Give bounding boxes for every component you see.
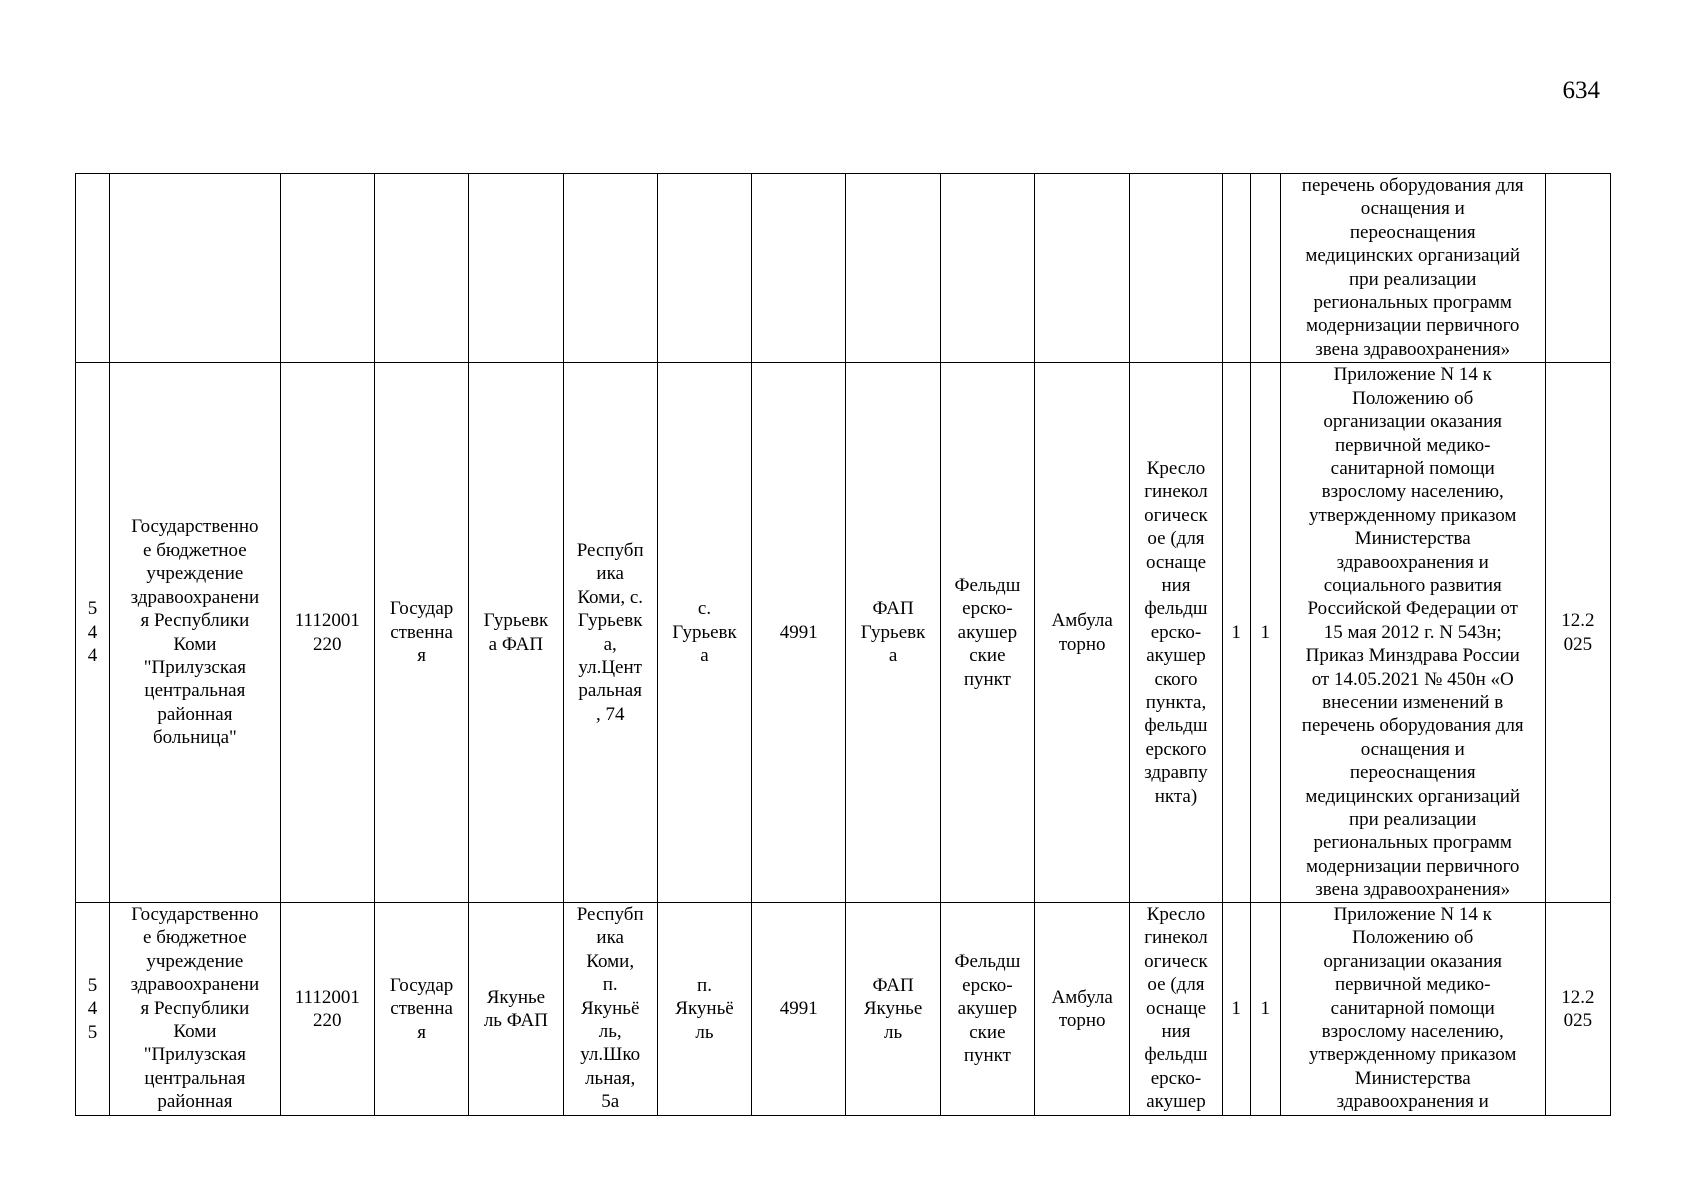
cell-qty-a: 1 (1222, 363, 1250, 903)
cell-address: Респубп ика Коми, п. Якуньё ль, ул.Шко льная, 5а (563, 903, 657, 1116)
cell-organization: Государственно е бюджетное учреждение здравоохранени я Республики Коми "Прилузская центральная районная (110, 903, 281, 1116)
cell-subdivision (469, 174, 563, 363)
cell-organization: Государственно е бюджетное учреждение здравоохранени я Республики Коми "Прилузская центральная районная больница" (110, 363, 281, 903)
cell-settlement: п. Якуньё ль (657, 903, 751, 1116)
cell-qty-a (1222, 174, 1250, 363)
cell-code: 4991 (752, 903, 846, 1116)
cell-inn (280, 174, 374, 363)
table-row (76, 363, 1611, 903)
cell-qty-b (1250, 174, 1280, 363)
cell-qty-a: 1 (1222, 903, 1250, 1116)
table-row (76, 903, 1611, 1116)
cell-unit-name: ФАП Якунье ль (846, 903, 940, 1116)
cell-code (752, 174, 846, 363)
cell-care-condition: Амбула торно (1035, 363, 1130, 903)
cell-address: Респубп ика Коми, с. Гурьевк а, ул.Цент ральная , 74 (563, 363, 657, 903)
cell-code: 4991 (752, 363, 846, 903)
cell-date: 12.2 025 (1545, 903, 1610, 1116)
cell-inn: 1112001 220 (280, 903, 374, 1116)
cell-equipment (1130, 174, 1222, 363)
cell-unit-type (940, 174, 1034, 363)
cell-subdivision: Якунье ль ФАП (469, 903, 563, 1116)
cell-care-condition: Амбула торно (1035, 903, 1130, 1116)
cell-unit-name: ФАП Гурьевк а (846, 363, 940, 903)
cell-document (1280, 174, 1545, 363)
cell-settlement: с. Гурьевк а (657, 363, 751, 903)
cell-ownership (374, 174, 468, 363)
cell-ownership: Государ ственна я (374, 363, 468, 903)
cell-num: 5 4 5 (76, 903, 110, 1116)
cell-num (76, 174, 110, 363)
cell-inn: 1112001 220 (280, 363, 374, 903)
cell-date: 12.2 025 (1545, 363, 1610, 903)
cell-document: Приложение N 14 к Положению об организации оказания первичной медико- санитарной помощи взрослому населению, утвержденному приказом Министерства здравоохранения и социального развития Российской Федерации от 15 мая 2012 г. N 543н; Приказ Минздрава России от 14.05.2021 № 450н «О внесении изменений в перечень оборудования для оснащения и переоснащения медицинских организаций при реализации региональных программ модернизации первичного звена здравоохранения» (1280, 363, 1545, 903)
cell-ownership: Государ ственна я (374, 903, 468, 1116)
document-text: перечень оборудования для оснащения и переоснащения медицинских организаций при реализации региональных программ модернизации первичного звена здравоохранения» (1301, 175, 1524, 360)
cell-unit-name (846, 174, 940, 363)
cell-equipment: Кресло гинекол огическ ое (для оснаще ния фельдш ерско- акушер (1130, 903, 1222, 1116)
cell-date (1545, 174, 1610, 363)
cell-organization (110, 174, 281, 363)
cell-unit-type: Фельдш ерско- акушер ские пункт (940, 903, 1034, 1116)
cell-settlement (657, 174, 751, 363)
cell-qty-b: 1 (1250, 363, 1280, 903)
cell-num: 5 4 4 (76, 363, 110, 903)
cell-care-condition (1035, 174, 1130, 363)
cell-qty-b: 1 (1250, 903, 1280, 1116)
cell-document: Приложение N 14 к Положению об организации оказания первичной медико- санитарной помощи взрослому населению, утвержденному приказом Министерства здравоохранения и (1280, 903, 1545, 1116)
table-row-continuation (76, 174, 1611, 363)
cell-subdivision: Гурьевк а ФАП (469, 363, 563, 903)
cell-equipment: Кресло гинекол огическ ое (для оснаще ния фельдш ерско- акушер ского пункта, фельдш ерского здравпу нкта) (1130, 363, 1222, 903)
cell-address (563, 174, 657, 363)
equipment-table (75, 173, 1611, 1116)
page-number: 634 (1562, 77, 1600, 104)
cell-unit-type: Фельдш ерско- акушер ские пункт (940, 363, 1034, 903)
